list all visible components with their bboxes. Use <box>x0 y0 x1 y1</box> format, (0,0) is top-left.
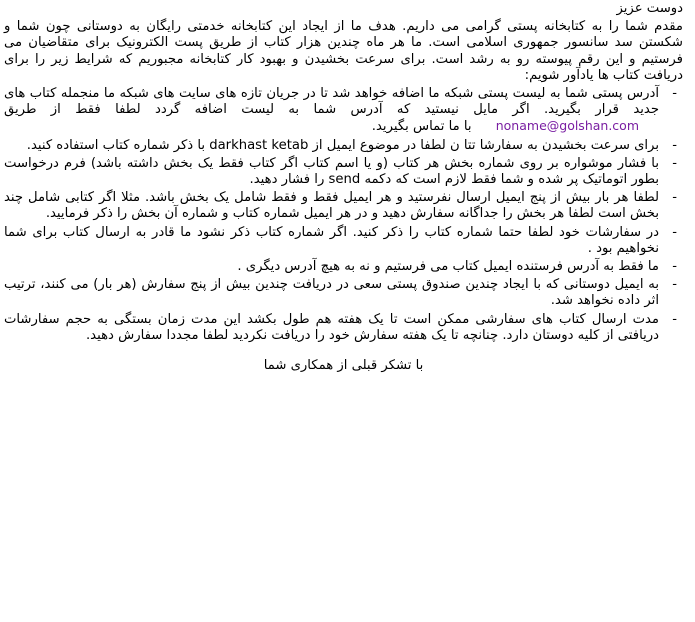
list-item: - با فشار موشواره بر روی شماره بخش هر کتاب (و یا اسم کتاب اگر کتاب فقط یک بخش داشته باشد) فرم درخواست بطور اتوماتیک پر شده و شما فقط لازم است که دکمه send را فشار دهید. <box>4 155 677 188</box>
list-item: - برای سرعت بخشیدن به سفارشا تتا ن لطفا در موضوع ایمیل از darkhast ketab با ذکر شماره کتاب استفاده کنید. <box>26 137 677 153</box>
list-item: - لطفا هر بار بیش از پنج ایمیل ارسال نفرستید و هر ایمیل فقط و فقط شامل یک بخش باشد. مثلا اگر کتابی شامل چند بخش است لطفا هر بخش را جداگانه سفارش دهید و در هر ایمیل شماره کتاب و شماره آن بخش را ذکر فرمایید. <box>4 190 677 222</box>
list-item: - ما فقط به آدرس فرستنده ایمیل کتاب می فرستیم و نه به هیچ آدرس دیگری . <box>237 259 677 275</box>
bullet-marker: - <box>672 311 677 327</box>
send-keyword: send <box>328 172 361 188</box>
bullet-marker: - <box>672 259 677 275</box>
greeting: دوست عزیز <box>616 1 683 16</box>
contact-email-link[interactable]: noname@golshan.com <box>495 118 639 134</box>
list-item: - مدت ارسال کتاب های سفارشی ممکن است تا یک هفته هم طول بکشد این مدت زمان بستگی به حجم سفارشات دریافتی از کلیه دوستان دارد. چنانچه تا یک هفته سفارش خود را دریافت نکردید لطفا مجددا سفارش دهید. <box>4 311 677 343</box>
intro-paragraph: مقدم شما را به کتابخانه پستی گرامی می داریم. هدف ما از ایجاد این کتابخانه خدمتی رایگان به دوستانی چون شما و شکستن سد سانسور جمهوری اسلامی است. ما هر ماه چندین هزار کتاب از طریق پست الکترونیک برای متقاضیان می فرستیم و این رقم پیوسته رو به رشد است. برای سرعت بخشیدن و بهبود کار کتابخانه مجبوریم که شرایط زیر را برای دریافت کتاب ها یادآور شویم: <box>4 19 683 83</box>
list-item: - آدرس پستی شما به لیست پستی شبکه ما اضافه خواهد شد تا در جریان تازه های سایت های شبکه ما منجمله کتاب های جدید قرار بگیرید. اگر مایل نیستید که آدرس شما به لیست اضافه گردد لطفا فقط از طریق noname@golshan.com با ما تماس بگیرید. <box>4 86 677 135</box>
bullet-marker: - <box>672 86 677 102</box>
list-item: - به ایمیل دوستانی که با ایجاد چندین صندوق پستی سعی در دریافت چندین بیش از پنج سفارش (هر بار) می کنند، ترتیب اثر داده نخواهد شد. <box>4 277 677 309</box>
subject-keyword: darkhast ketab <box>209 137 309 153</box>
letter-page <box>0 1 687 622</box>
bullet-marker: - <box>672 155 677 171</box>
bullet-marker: - <box>672 190 677 206</box>
conditions-list <box>4 86 683 344</box>
bullet-marker: - <box>672 277 677 293</box>
list-item: - در سفارشات خود لطفا حتما شماره کتاب را ذکر کنید. اگر شماره کتاب ذکر نشود ما قادر به ارسال کتاب برای شما نخواهیم بود . <box>4 224 677 256</box>
bullet-marker: - <box>672 224 677 240</box>
closing-line: با تشکر قبلی از همکاری شما <box>263 358 424 374</box>
bullet-marker: - <box>672 137 677 153</box>
